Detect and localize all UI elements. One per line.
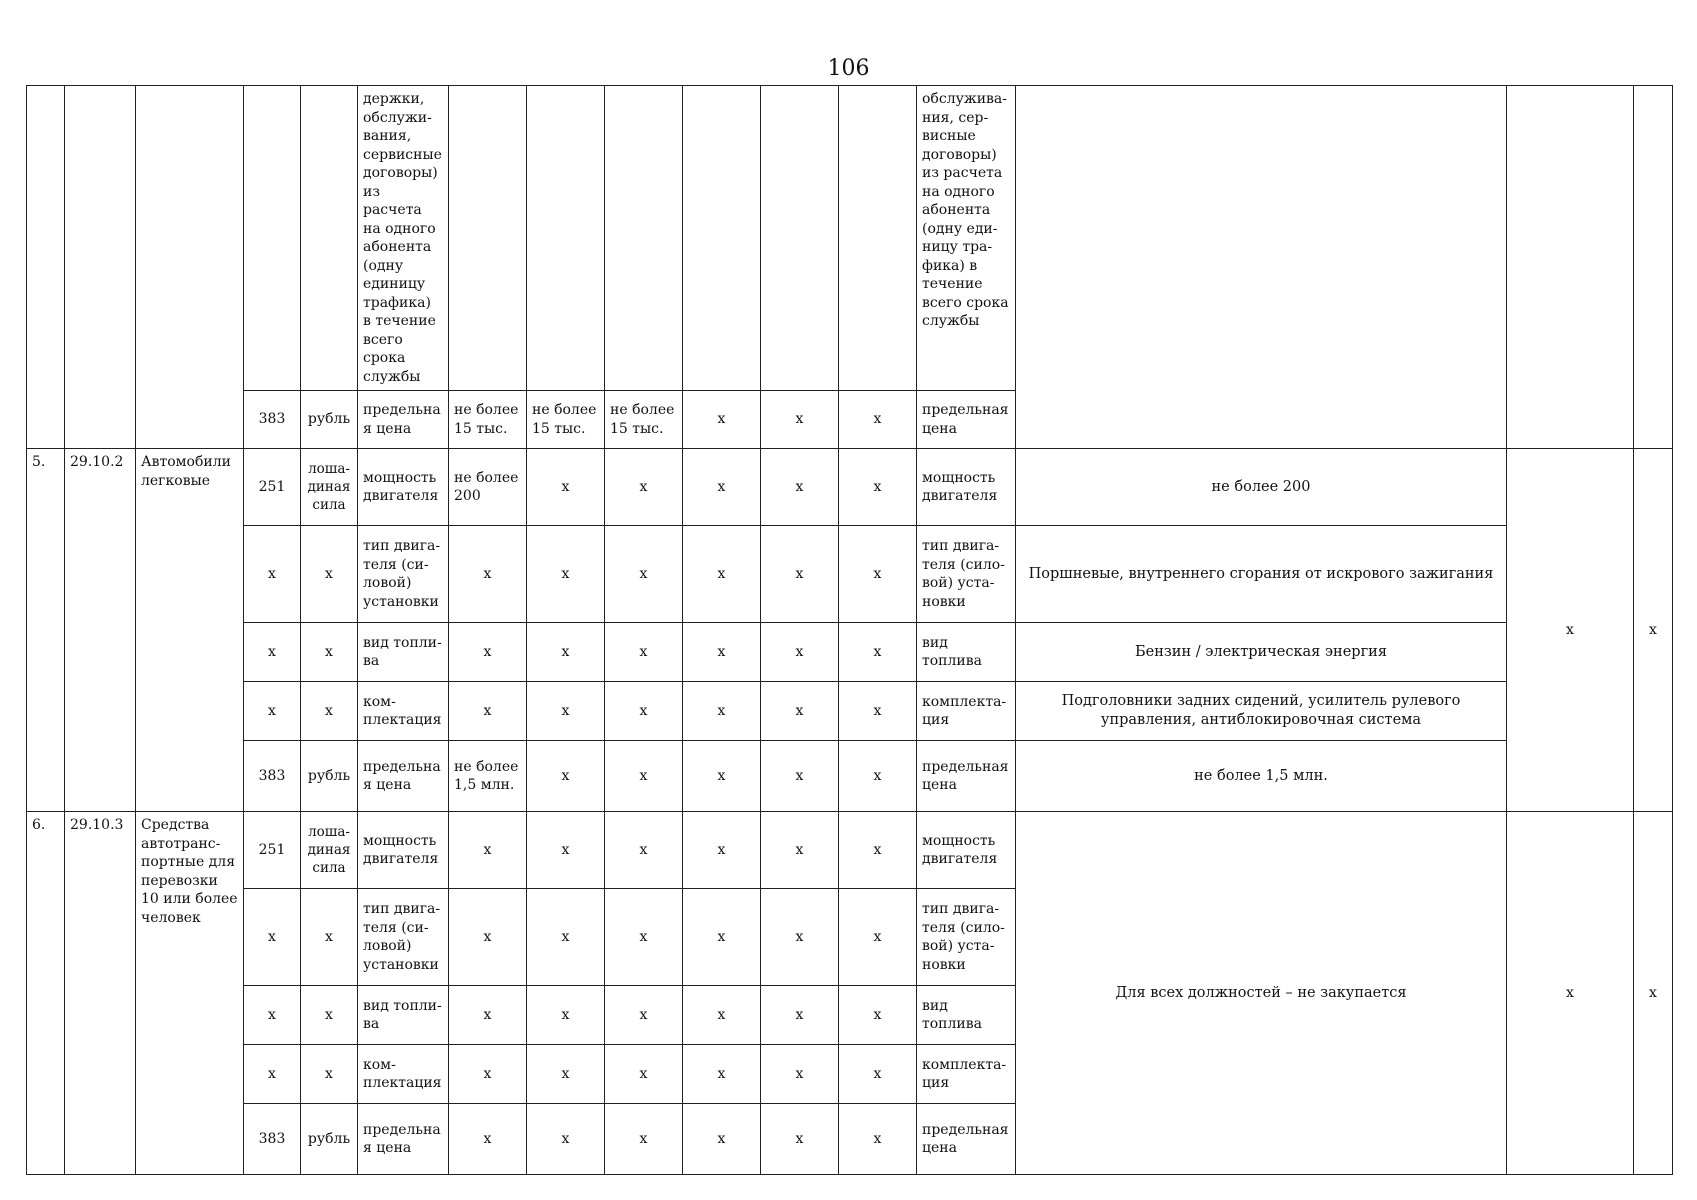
value-cell: x bbox=[527, 449, 605, 526]
value-cell: x bbox=[605, 1104, 683, 1175]
value-cell: x bbox=[761, 812, 839, 889]
cell-empty bbox=[605, 86, 683, 391]
char-desc-a: держки, обслужи-вания, сервисные договоры) из расчета на одного абонента (одну единицу трафика) в течение всего срока службы bbox=[358, 86, 449, 391]
cell-empty bbox=[244, 86, 301, 391]
value-cell: x bbox=[683, 1104, 761, 1175]
value-cell: x bbox=[683, 986, 761, 1045]
requirement-value: не более 200 bbox=[1016, 449, 1507, 526]
value-cell: x bbox=[839, 812, 917, 889]
value-cell: x bbox=[449, 623, 527, 682]
value-cell: x bbox=[449, 889, 527, 986]
name-cell: вид топлива bbox=[917, 623, 1016, 682]
value-cell: x bbox=[527, 526, 605, 623]
value-cell: x bbox=[605, 1045, 683, 1104]
requirements-table bbox=[26, 85, 1673, 1175]
value-cell: x bbox=[527, 812, 605, 889]
requirement-value: Подголовники задних сидений, усилитель рулевого управления, антиблокировочная система bbox=[1016, 682, 1507, 741]
value-cell: x bbox=[839, 391, 917, 449]
value-cell: x bbox=[449, 526, 527, 623]
value-cell: не более 15 тыс. bbox=[449, 391, 527, 449]
value-cell: x bbox=[839, 526, 917, 623]
row-number: 5. bbox=[27, 449, 65, 812]
name-cell: вид топли-ва bbox=[358, 623, 449, 682]
value-cell: x bbox=[683, 741, 761, 812]
name-cell: предельная цена bbox=[358, 391, 449, 449]
unit-cell: рубль bbox=[301, 1104, 358, 1175]
cell-empty bbox=[27, 86, 65, 449]
cell-empty bbox=[1507, 86, 1634, 449]
cell-empty bbox=[527, 86, 605, 391]
value-cell: x bbox=[683, 682, 761, 741]
code-cell: 251 bbox=[244, 812, 301, 889]
table-row bbox=[27, 812, 1673, 889]
value-cell: x bbox=[605, 526, 683, 623]
value-cell: x bbox=[761, 682, 839, 741]
cell-empty bbox=[65, 86, 136, 449]
value-cell: x bbox=[1507, 812, 1634, 1175]
value-cell: x bbox=[761, 1104, 839, 1175]
name-cell: ком-плектация bbox=[358, 682, 449, 741]
cell-empty bbox=[683, 86, 761, 391]
value-cell: x bbox=[683, 623, 761, 682]
value-cell: x bbox=[527, 889, 605, 986]
cell-empty bbox=[1016, 86, 1507, 449]
name-cell: комплекта-ция bbox=[917, 682, 1016, 741]
unit-cell: лоша-диная сила bbox=[301, 449, 358, 526]
value-cell: x bbox=[605, 449, 683, 526]
cell-empty bbox=[136, 86, 244, 449]
unit-cell: рубль bbox=[301, 741, 358, 812]
value-cell: x bbox=[527, 682, 605, 741]
name-cell: мощность двигателя bbox=[358, 449, 449, 526]
cell-empty bbox=[1634, 86, 1673, 449]
unit-cell: x bbox=[301, 623, 358, 682]
value-cell: x bbox=[605, 741, 683, 812]
value-cell: x bbox=[605, 682, 683, 741]
name-cell: вид топли-ва bbox=[358, 986, 449, 1045]
name-cell: комплекта-ция bbox=[917, 1045, 1016, 1104]
name-cell: тип двига-теля (сило-вой) уста-новки bbox=[917, 526, 1016, 623]
value-cell: x bbox=[683, 449, 761, 526]
code-cell: x bbox=[244, 623, 301, 682]
value-cell: x bbox=[839, 889, 917, 986]
requirement-value: Поршневые, внутреннего сгорания от искрового зажигания bbox=[1016, 526, 1507, 623]
value-cell: x bbox=[683, 812, 761, 889]
code-cell: x bbox=[244, 1045, 301, 1104]
value-cell: x bbox=[839, 1104, 917, 1175]
okpd-code: 29.10.3 bbox=[65, 812, 136, 1175]
value-cell: x bbox=[683, 889, 761, 986]
cell-empty bbox=[449, 86, 527, 391]
name-cell: мощность двигателя bbox=[358, 812, 449, 889]
value-cell: x bbox=[761, 623, 839, 682]
name-cell: предельная цена bbox=[358, 741, 449, 812]
value-cell: x bbox=[605, 623, 683, 682]
name-cell: мощность двигателя bbox=[917, 812, 1016, 889]
value-cell: x bbox=[449, 1045, 527, 1104]
value-cell: x bbox=[605, 812, 683, 889]
value-cell: не более 200 bbox=[449, 449, 527, 526]
value-cell: x bbox=[839, 623, 917, 682]
okpd-code: 29.10.2 bbox=[65, 449, 136, 812]
value-cell: не более 15 тыс. bbox=[605, 391, 683, 449]
cell-empty bbox=[301, 86, 358, 391]
continuation-row bbox=[27, 86, 1673, 391]
item-name: Средства автотранс-портные для перевозки 10 или более человек bbox=[136, 812, 244, 1175]
value-cell: x bbox=[839, 449, 917, 526]
code-cell: 383 bbox=[244, 1104, 301, 1175]
unit-cell: лоша-диная сила bbox=[301, 812, 358, 889]
value-cell: x bbox=[683, 391, 761, 449]
merged-requirement-value: Для всех должностей – не закупается bbox=[1016, 812, 1507, 1175]
unit-cell: x bbox=[301, 889, 358, 986]
value-cell: x bbox=[1634, 812, 1673, 1175]
name-cell: вид топлива bbox=[917, 986, 1016, 1045]
code-cell: x bbox=[244, 526, 301, 623]
value-cell: не более 1,5 млн. bbox=[449, 741, 527, 812]
value-cell: x bbox=[761, 526, 839, 623]
table-row bbox=[27, 741, 1673, 812]
page-number: 106 bbox=[827, 56, 870, 81]
row-number: 6. bbox=[27, 812, 65, 1175]
value-cell: x bbox=[761, 741, 839, 812]
value-cell: x bbox=[683, 526, 761, 623]
name-cell: предельная цена bbox=[358, 1104, 449, 1175]
table-row bbox=[27, 526, 1673, 623]
value-cell: x bbox=[839, 741, 917, 812]
value-cell: x bbox=[449, 1104, 527, 1175]
value-cell: x bbox=[1634, 449, 1673, 812]
cell-empty bbox=[761, 86, 839, 391]
value-cell: x bbox=[839, 986, 917, 1045]
name-cell: предельная цена bbox=[917, 741, 1016, 812]
value-cell: x bbox=[527, 1045, 605, 1104]
value-cell: x bbox=[761, 986, 839, 1045]
value-cell: x bbox=[527, 623, 605, 682]
requirement-value: Бензин / электрическая энергия bbox=[1016, 623, 1507, 682]
value-cell: x bbox=[761, 449, 839, 526]
name-cell: предельная цена bbox=[917, 1104, 1016, 1175]
requirement-value: не более 1,5 млн. bbox=[1016, 741, 1507, 812]
value-cell: x bbox=[605, 986, 683, 1045]
value-cell: x bbox=[449, 812, 527, 889]
value-cell: x bbox=[761, 1045, 839, 1104]
unit-cell: x bbox=[301, 986, 358, 1045]
table-row bbox=[27, 623, 1673, 682]
value-cell: x bbox=[839, 1045, 917, 1104]
value-cell: x bbox=[761, 889, 839, 986]
value-cell: x bbox=[683, 1045, 761, 1104]
name-cell: мощность двигателя bbox=[917, 449, 1016, 526]
table-row bbox=[27, 682, 1673, 741]
code-cell: 383 bbox=[244, 391, 301, 449]
value-cell: x bbox=[449, 682, 527, 741]
value-cell: x bbox=[449, 986, 527, 1045]
code-cell: 383 bbox=[244, 741, 301, 812]
code-cell: x bbox=[244, 986, 301, 1045]
value-cell: не более 15 тыс. bbox=[527, 391, 605, 449]
unit-cell: x bbox=[301, 1045, 358, 1104]
unit-cell: x bbox=[301, 526, 358, 623]
name-cell: предельная цена bbox=[917, 391, 1016, 449]
code-cell: 251 bbox=[244, 449, 301, 526]
value-cell: x bbox=[527, 1104, 605, 1175]
value-cell: x bbox=[605, 889, 683, 986]
item-name: Автомобили легковые bbox=[136, 449, 244, 812]
value-cell: x bbox=[527, 986, 605, 1045]
value-cell: x bbox=[1507, 449, 1634, 812]
value-cell: x bbox=[761, 391, 839, 449]
name-cell: тип двига-теля (си-ловой) установки bbox=[358, 889, 449, 986]
value-cell: x bbox=[527, 741, 605, 812]
name-cell: ком-плектация bbox=[358, 1045, 449, 1104]
code-cell: x bbox=[244, 682, 301, 741]
unit-cell: x bbox=[301, 682, 358, 741]
name-cell: тип двига-теля (сило-вой) уста-новки bbox=[917, 889, 1016, 986]
cell-empty bbox=[839, 86, 917, 391]
unit-cell: рубль bbox=[301, 391, 358, 449]
value-cell: x bbox=[839, 682, 917, 741]
name-cell: тип двига-теля (си-ловой) установки bbox=[358, 526, 449, 623]
code-cell: x bbox=[244, 889, 301, 986]
char-desc-b: обслужива-ния, сер-висные договоры) из расчета на одного абонента (одну еди-ницу тра-фика) в течение всего срока службы bbox=[917, 86, 1016, 391]
table-row bbox=[27, 449, 1673, 526]
